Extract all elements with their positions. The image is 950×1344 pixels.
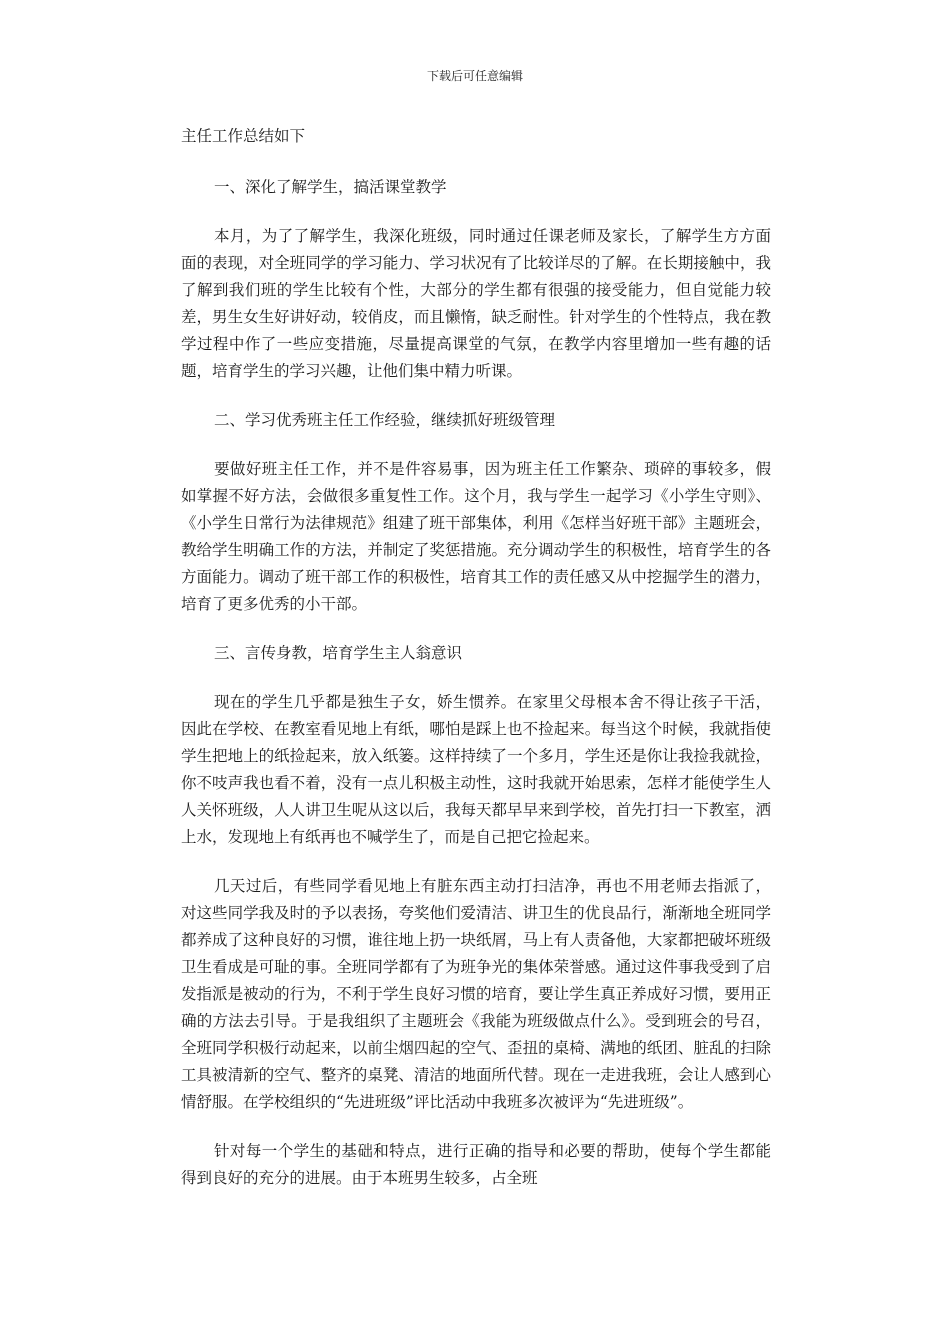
paragraph-3: 现在的学生几乎都是独生子女，娇生惯养。在家里父母根本舍不得让孩子干活，因此在学校、在教室看见地上有纸，哪怕是踩上也不捡起来。每当这个时候，我就指使学生把地上的纸捡起来，放入纸篓。这样持续了一个多月，学生还是你让我捡我就捡，你不吱声我也看不着，没有一点儿积极主动性，这时我就开始思索，怎样才能使学生人人关怀班级，人人讲卫生呢从这以后，我每天都早早来到学校，首先打扫一下教室，洒上水，发现地上有纸再也不喊学生了，而是自己把它捡起来。 [181,693,771,846]
page-header: 下载后可任意编辑 [426,69,523,83]
section-heading-3: 三、言传身教，培育学生主人翁意识 [214,644,463,662]
paragraph-2: 要做好班主任工作，并不是件容易事，因为班主任工作繁杂、琐碎的事较多，假如掌握不好方法，会做很多重复性工作。这个月，我与学生一起学习《小学生守则》、《小学生日常行为法律规范》组建了班干部集体，利用《怎样当好班干部》主题班会，教给学生明确工作的方法，并制定了奖惩措施。充分调动学生的积极性，培育学生的各方面能力。调动了班干部工作的积极性，培育其工作的责任感又从中挖掘学生的潜力，培育了更多优秀的小干部。 [181,460,771,613]
paragraph-1: 本月，为了了解学生，我深化班级，同时通过任课老师及家长，了解学生方方面面的表现，对全班同学的学习能力、学习状况有了比较详尽的了解。在长期接触中，我了解到我们班的学生比较有个性，大部分的学生都有很强的接受能力，但自觉能力较差，男生女生好讲好动，较俏皮，而且懒惰，缺乏耐性。针对学生的个性特点，我在教学过程中作了一些应变措施，尽量提高课堂的气氛，在教学内容里增加一些有趣的话题，培育学生的学习兴趣，让他们集中精力听课。 [181,227,771,380]
paragraph-5: 针对每一个学生的基础和特点，进行正确的指导和必要的帮助，使每个学生都能得到良好的充分的进展。由于本班男生较多，占全班 [181,1142,771,1187]
section-heading-2: 二、学习优秀班主任工作经验，继续抓好班级管理 [214,411,556,429]
section-heading-1: 一、深化了解学生，搞活课堂教学 [214,178,447,196]
document-title: 主任工作总结如下 [181,127,306,145]
paragraph-4: 几天过后，有些同学看见地上有脏东西主动打扫洁净，再也不用老师去指派了，对这些同学我及时的予以表扬，夸奖他们爱清洁、讲卫生的优良品行，渐渐地全班同学都养成了这种良好的习惯，谁往地上扔一块纸屑，马上有人责备他，大家都把破坏班级卫生看成是可耻的事。全班同学都有了为班争光的集体荣誉感。通过这件事我受到了启发指派是被动的行为，不利于学生良好习惯的培育，要让学生真正养成好习惯，要用正确的方法去引导。于是我组织了主题班会《我能为班级做点什么》。受到班会的号召，全班同学积极行动起来，以前尘烟四起的空气、歪扭的桌椅、满地的纸团、脏乱的扫除工具被清新的空气、整齐的桌凳、清洁的地面所代替。现在一走进我班，会让人感到心情舒服。在学校组织的“先进班级”评比活动中我班多次被评为“先进班级”。 [181,877,771,1111]
document-body [181,123,771,1214]
